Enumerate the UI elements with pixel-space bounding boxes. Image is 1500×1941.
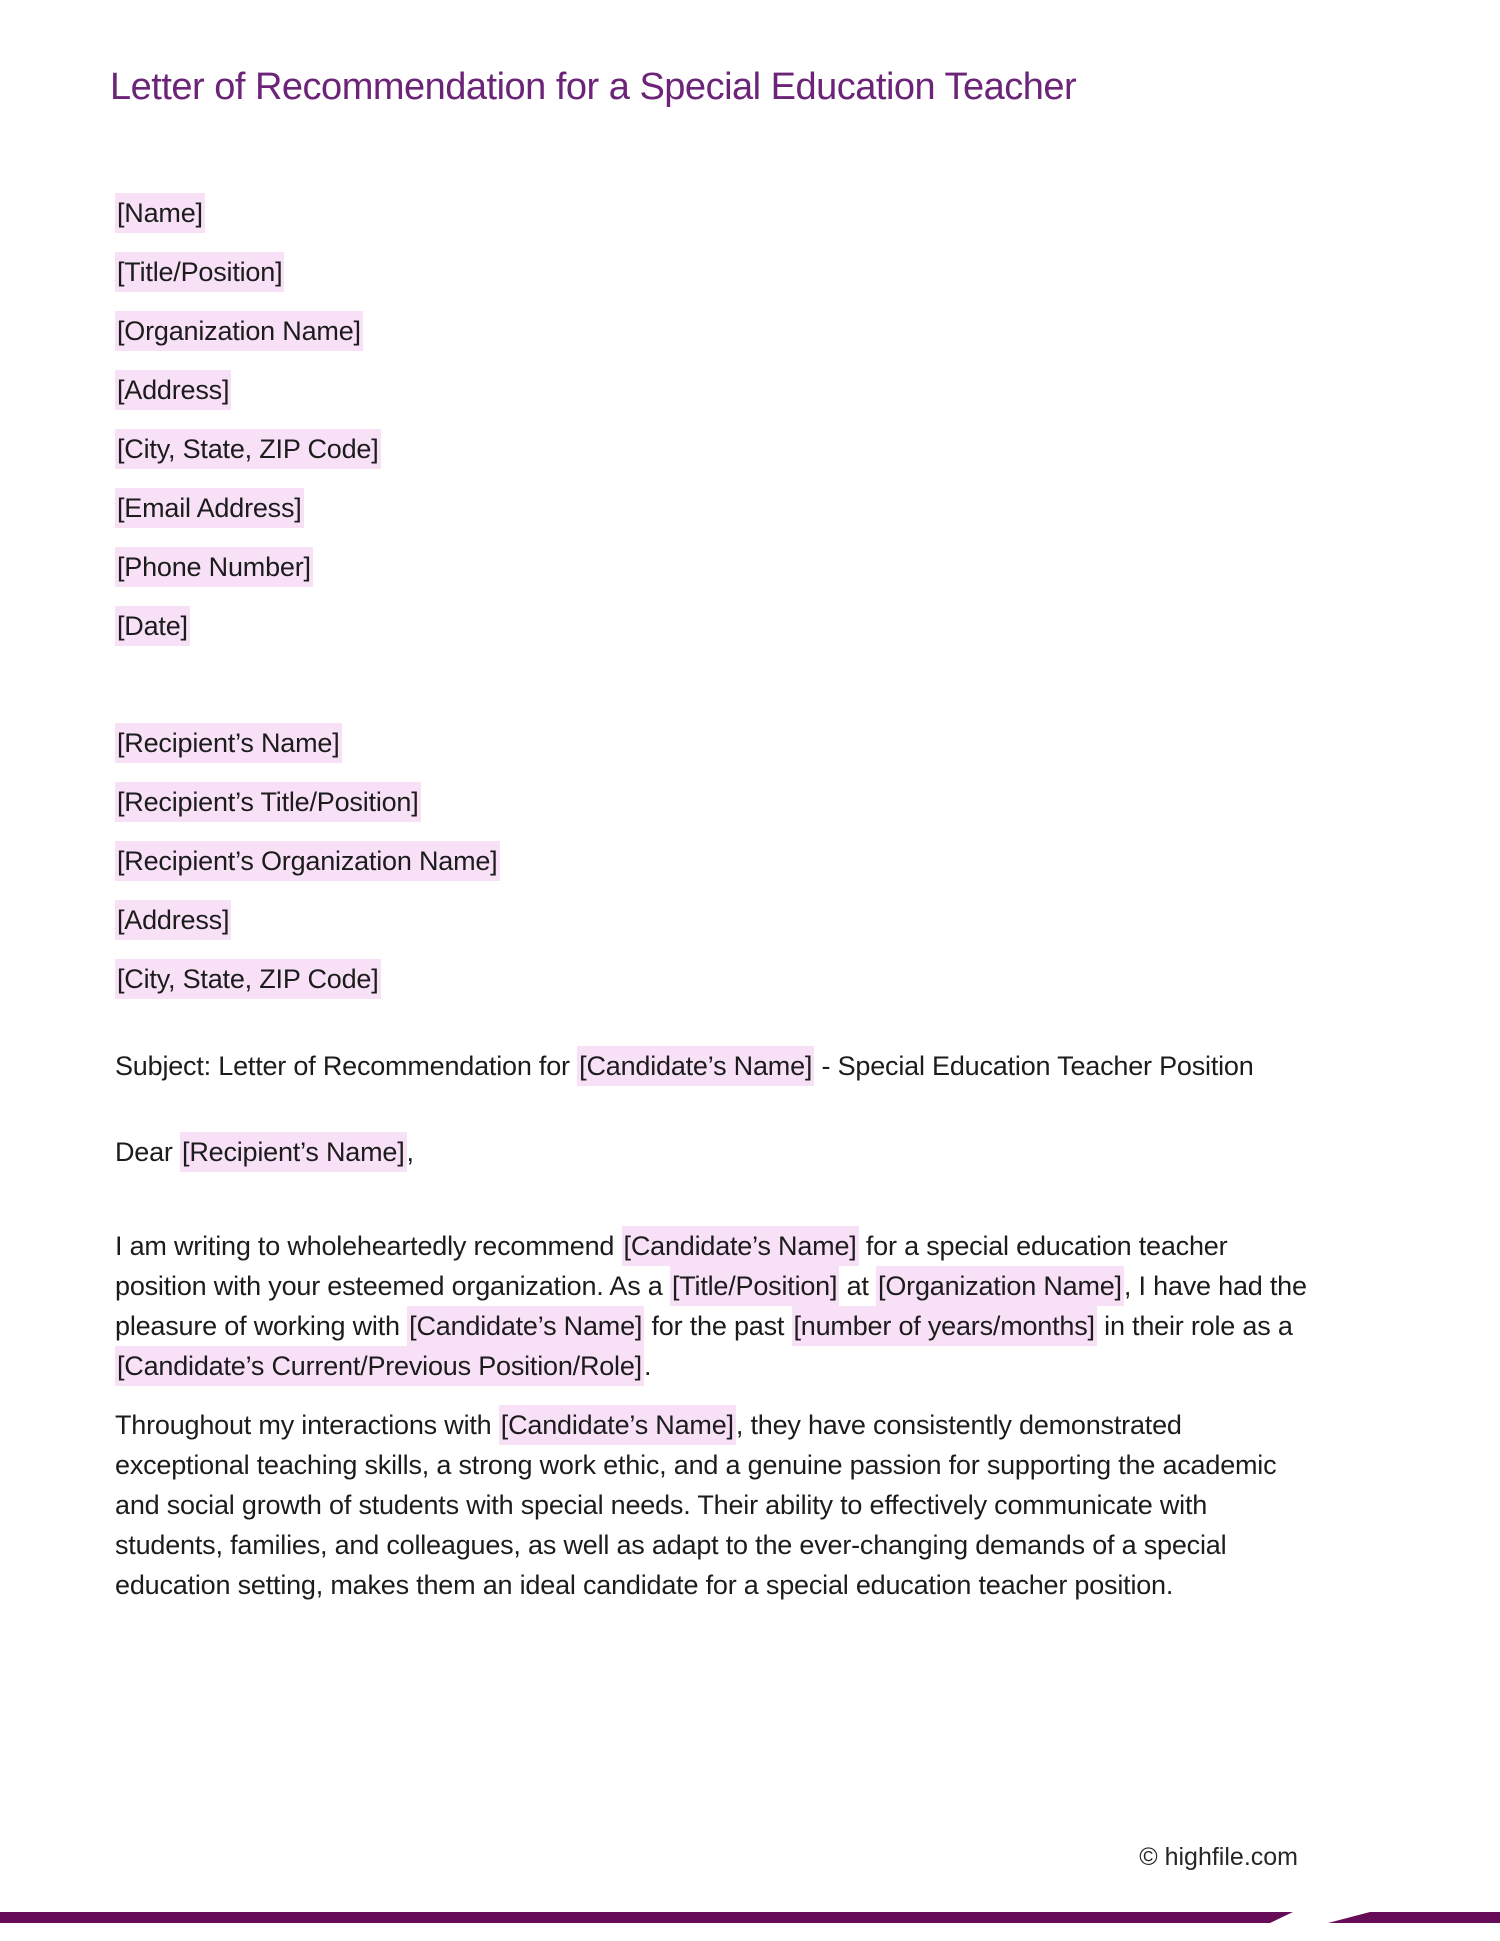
placeholder-line xyxy=(115,959,1425,999)
text-segment: education setting, makes them an ideal candidate for a special education teacher position. xyxy=(115,1570,1174,1600)
placeholder-field: [City, State, ZIP Code] xyxy=(115,429,381,469)
placeholder-field: [Candidate’s Name] xyxy=(622,1226,859,1266)
subject-line xyxy=(115,1046,1425,1086)
placeholder-field: [Candidate’s Current/Previous Position/Role] xyxy=(115,1346,644,1386)
footer-credit: © highfile.com xyxy=(1139,1843,1298,1871)
text-segment: pleasure of working with xyxy=(115,1311,408,1341)
text-segment: in their role as a xyxy=(1096,1311,1293,1341)
placeholder-field: [Organization Name] xyxy=(876,1266,1124,1306)
placeholder-line xyxy=(115,193,1425,233)
placeholder-field: [City, State, ZIP Code] xyxy=(115,959,381,999)
text-line xyxy=(115,1485,1425,1525)
placeholder-field: [Candidate’s Name] xyxy=(407,1306,644,1346)
text-line xyxy=(115,1306,1425,1346)
sender-address-block xyxy=(115,193,1425,665)
placeholder-line xyxy=(115,311,1425,351)
placeholder-field: [Email Address] xyxy=(115,488,304,528)
body-paragraph-1 xyxy=(115,1226,1425,1386)
placeholder-field: [Recipient’s Name] xyxy=(115,723,342,763)
text-segment: for the past xyxy=(644,1311,792,1341)
placeholder-line xyxy=(115,841,1425,881)
placeholder-field: [Address] xyxy=(115,900,231,940)
text-segment: exceptional teaching skills, a strong work ethic, and a genuine passion for supporting the academic xyxy=(115,1450,1277,1480)
placeholder-field: [Candidate’s Name] xyxy=(499,1405,736,1445)
page-title: Letter of Recommendation for a Special Education Teacher xyxy=(110,66,1077,108)
text-line xyxy=(115,1346,1425,1386)
placeholder-line xyxy=(115,782,1425,822)
bottom-bar-left-segment xyxy=(0,1912,1500,1923)
placeholder-field: [Organization Name] xyxy=(115,311,363,351)
placeholder-field: [Title/Position] xyxy=(670,1266,839,1306)
placeholder-line xyxy=(115,547,1425,587)
placeholder-field: [Recipient’s Organization Name] xyxy=(115,841,500,881)
text-segment: - Special Education Teacher Position xyxy=(814,1051,1254,1081)
text-line xyxy=(115,1226,1425,1266)
text-segment: Throughout my interactions with xyxy=(115,1410,499,1440)
text-segment: and social growth of students with special needs. Their ability to effectively communicate with xyxy=(115,1490,1208,1520)
bottom-bar xyxy=(0,1912,1500,1923)
placeholder-field: [Name] xyxy=(115,193,205,233)
placeholder-field: [Address] xyxy=(115,370,231,410)
body-paragraph-2 xyxy=(115,1405,1425,1605)
text-line xyxy=(115,1525,1425,1565)
text-segment: I am writing to wholeheartedly recommend xyxy=(115,1231,622,1261)
placeholder-field: [Date] xyxy=(115,606,190,646)
text-segment: for a special education teacher xyxy=(858,1231,1228,1261)
text-line xyxy=(115,1405,1425,1445)
recipient-address-block xyxy=(115,723,1425,1018)
text-segment: Dear xyxy=(115,1137,181,1167)
placeholder-line xyxy=(115,252,1425,292)
text-line xyxy=(115,1445,1425,1485)
placeholder-field: [Candidate’s Name] xyxy=(577,1046,814,1086)
placeholder-field: [Phone Number] xyxy=(115,547,313,587)
placeholder-field: [Recipient’s Name] xyxy=(180,1132,407,1172)
placeholder-field: [Title/Position] xyxy=(115,252,284,292)
text-segment: position with your esteemed organization. As a xyxy=(115,1271,670,1301)
text-line xyxy=(115,1266,1425,1306)
salutation-line xyxy=(115,1132,1425,1172)
placeholder-line xyxy=(115,723,1425,763)
text-line xyxy=(115,1565,1425,1605)
placeholder-line xyxy=(115,488,1425,528)
placeholder-line xyxy=(115,370,1425,410)
text-segment: , they have consistently demonstrated xyxy=(735,1410,1182,1440)
text-segment: , xyxy=(406,1137,414,1167)
placeholder-line xyxy=(115,429,1425,469)
placeholder-field: [Recipient’s Title/Position] xyxy=(115,782,421,822)
placeholder-field: [number of years/months] xyxy=(792,1306,1097,1346)
placeholder-line xyxy=(115,606,1425,646)
text-segment: Subject: Letter of Recommendation for xyxy=(115,1051,578,1081)
text-segment: . xyxy=(643,1351,652,1381)
text-segment: , I have had the xyxy=(1123,1271,1307,1301)
text-segment: students, families, and colleagues, as well as adapt to the ever-changing demands of a special xyxy=(115,1530,1227,1560)
text-segment: at xyxy=(839,1271,877,1301)
placeholder-line xyxy=(115,900,1425,940)
